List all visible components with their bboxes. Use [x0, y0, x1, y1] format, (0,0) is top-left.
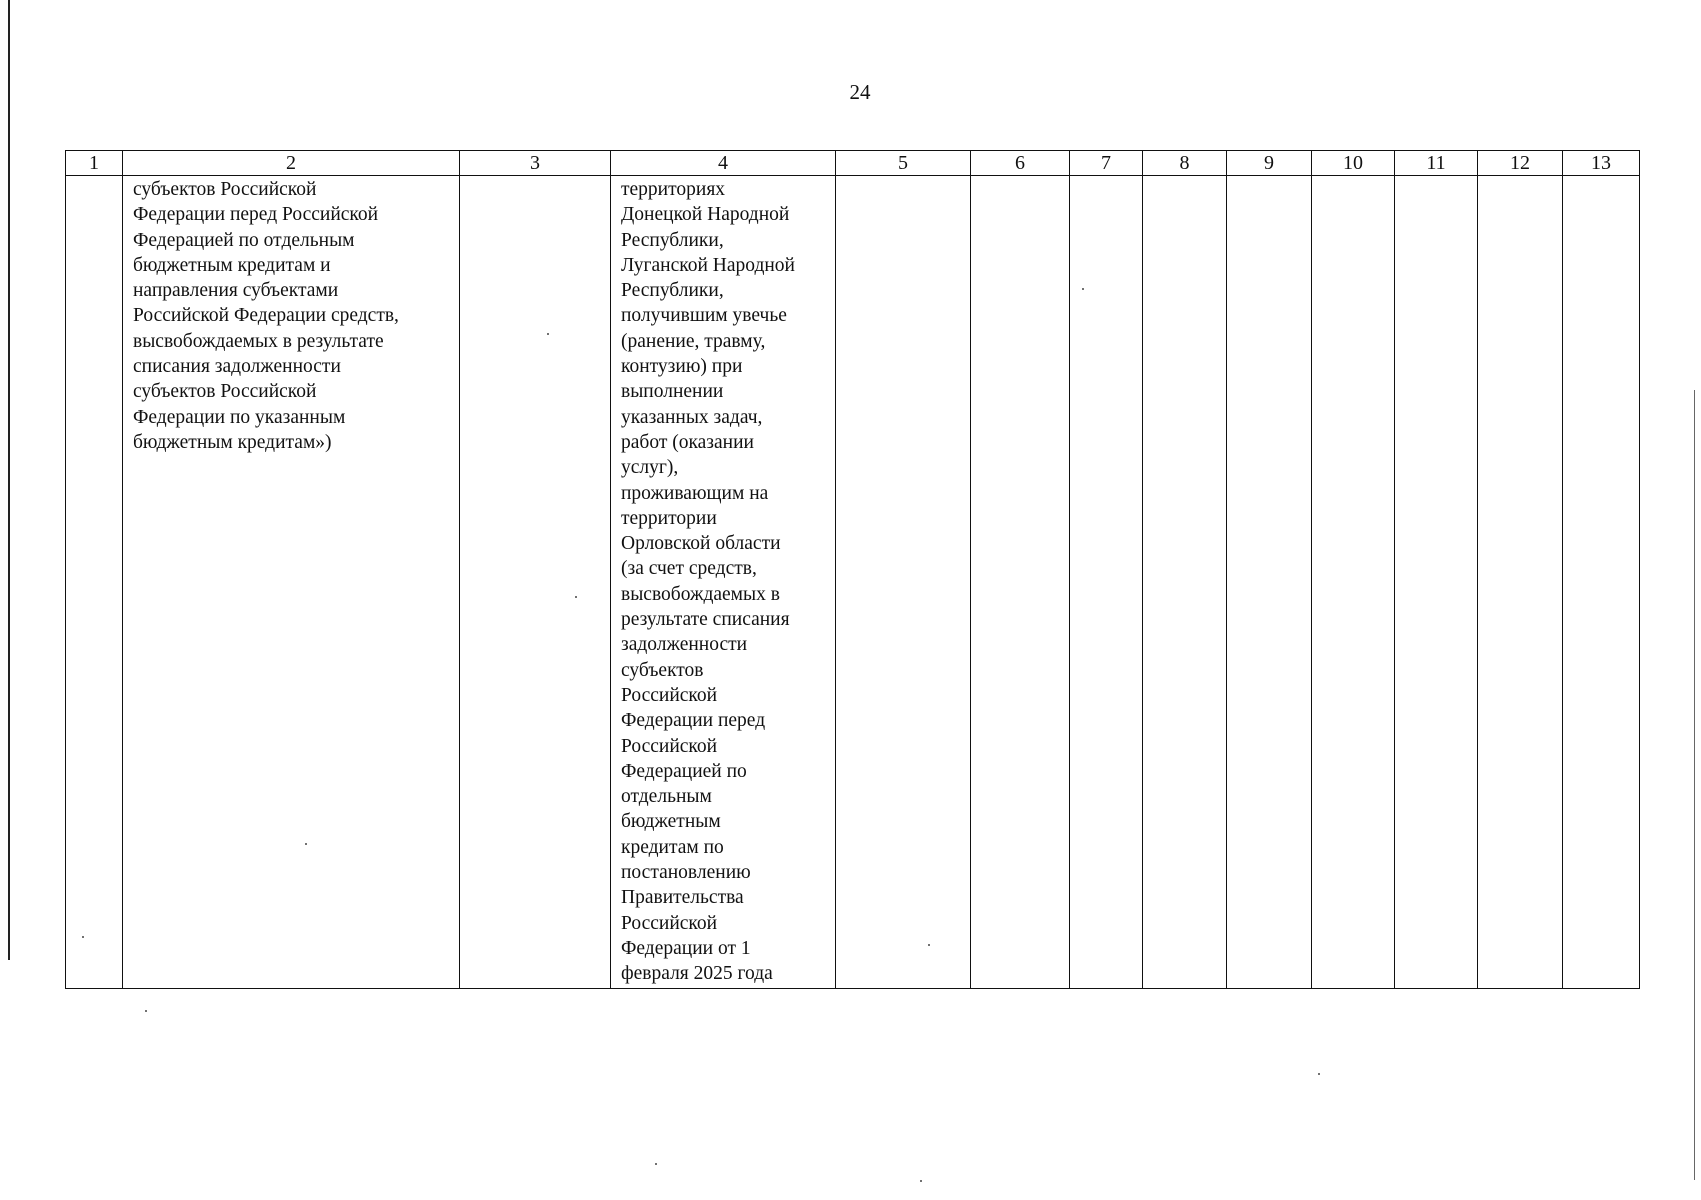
- column-number-2: 2: [123, 151, 460, 176]
- scan-speck: [1082, 288, 1084, 290]
- scan-speck: [305, 843, 307, 845]
- cell-col-8: [1143, 176, 1227, 989]
- column-number-6: 6: [971, 151, 1070, 176]
- cell-col-7: [1070, 176, 1143, 989]
- cell-col-4: [611, 176, 836, 989]
- scan-speck: [575, 596, 577, 598]
- budget-table: [65, 150, 1640, 989]
- cell-col-3: [460, 176, 611, 989]
- page-number: 24: [849, 80, 871, 104]
- scan-speck: [655, 1163, 657, 1165]
- scan-speck: [920, 1180, 922, 1182]
- column-number-7: 7: [1070, 151, 1143, 176]
- column-number-row: [66, 151, 1640, 176]
- scan-edge-right: [1694, 390, 1695, 1180]
- scan-speck: [547, 333, 549, 335]
- column-number-5: 5: [836, 151, 971, 176]
- scan-speck: [928, 944, 930, 946]
- cell-col-11: [1395, 176, 1478, 989]
- cell-col-13: [1563, 176, 1640, 989]
- column-number-3: 3: [460, 151, 611, 176]
- scan-speck: [145, 1010, 147, 1012]
- column-number-12: 12: [1478, 151, 1563, 176]
- column-number-8: 8: [1143, 151, 1227, 176]
- scan-speck: [82, 936, 84, 938]
- scan-speck: [1318, 1073, 1320, 1075]
- column-number-13: 13: [1563, 151, 1640, 176]
- column-number-4: 4: [611, 151, 836, 176]
- cell-col-1: [66, 176, 123, 989]
- cell-col-2: [123, 176, 460, 989]
- cell-col-10: [1312, 176, 1395, 989]
- column-number-9: 9: [1227, 151, 1312, 176]
- column-number-10: 10: [1312, 151, 1395, 176]
- cell-col-12: [1478, 176, 1563, 989]
- column-number-1: 1: [66, 151, 123, 176]
- cell-col-6: [971, 176, 1070, 989]
- column-number-11: 11: [1395, 151, 1478, 176]
- cell-col-4-text: территориях Донецкой Народной Республики, Луганской Народной Республики, получившим увечье (ранение, травму, контузию) при выполнении указанных задач, работ (оказании услуг), проживающим на территории Орловской области (за счет средств, высвобождаемых в результате списания задолженности субъектов Российской Федерации перед Российской Федерацией по отдельным бюджетным кредитам по постановлению Правительства Российской Федерации от 1 февраля 2025 года: [621, 179, 795, 985]
- cell-col-9: [1227, 176, 1312, 989]
- table-row: [66, 176, 1640, 989]
- cell-col-5: [836, 176, 971, 989]
- scan-edge-left: [8, 0, 10, 960]
- cell-col-2-text: субъектов Российской Федерации перед Российской Федерацией по отдельным бюджетным кредитам и направления субъектами Российской Федерации средств, высвобождаемых в результате списания задолженности субъектов Российской Федерации по указанным бюджетным кредитам»): [133, 179, 399, 453]
